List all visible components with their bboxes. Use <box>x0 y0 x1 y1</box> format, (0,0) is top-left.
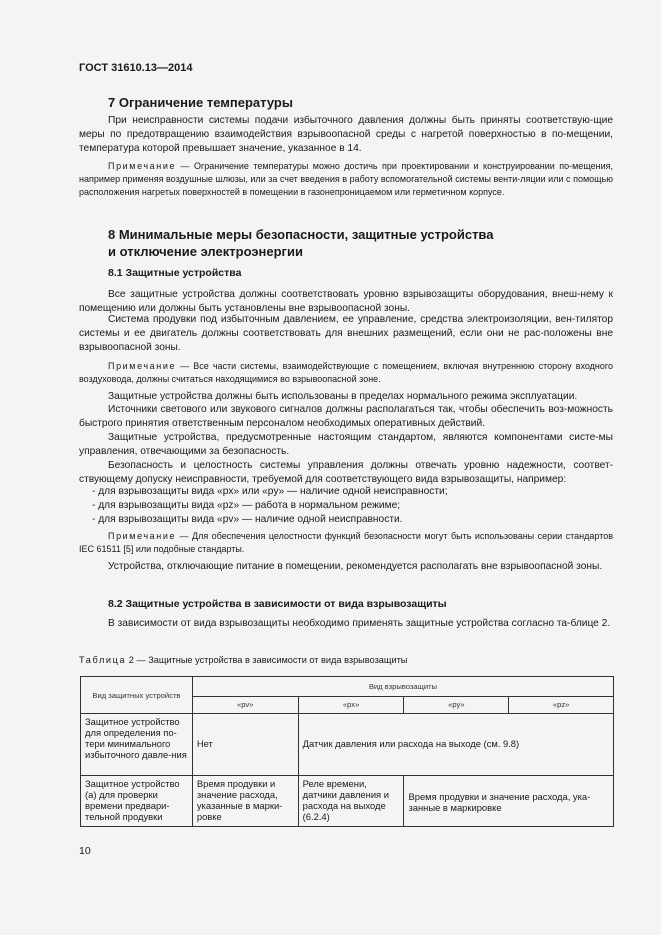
header-py: «py» <box>404 696 509 713</box>
list-item: - для взрывозащиты вида «pv» — наличие одной неисправности. <box>92 514 403 525</box>
header-px: «px» <box>298 696 404 713</box>
note-label: Примечание <box>108 531 177 541</box>
paragraph-8-1-a <box>79 288 613 316</box>
section-8-title-line2: и отключение электроэнергии <box>108 244 303 259</box>
note-label: Примечание <box>108 161 177 171</box>
section-8-title-line1: 8 Минимальные меры безопасности, защитные устройства <box>108 227 494 242</box>
paragraph-8-1-c <box>79 390 613 404</box>
paragraph-8-1-b <box>79 313 613 355</box>
list-item: - для взрывозащиты вида «px» или «py» — наличие одной неисправности; <box>92 486 448 497</box>
cell-other-types: Датчик давления или расхода на выходе (см. 9.8) <box>298 714 613 776</box>
header-protection-type: Вид взрывозащиты <box>192 677 613 697</box>
paragraph-text: Защитные устройства должны быть использованы в пределах нормального режима эксплуатации. <box>108 391 578 402</box>
paragraph-text: Система продувки под избыточным давлением, ее управление, средства электроизоляции, вен-тилятор системы и ее двигатель должны соответствовать для внешних размещений, если они не рас-положены вне взрывоопасной зоны. <box>79 314 613 353</box>
table-caption-label: Таблица <box>79 655 127 665</box>
protective-devices-table <box>80 676 614 827</box>
section-7-note <box>79 160 613 199</box>
note-text: — Все части системы, взаимодействующие с помещением, включая внутреннюю сторону входного воздуховода, должны считаться находящимися во взрывоопасной зоне. <box>79 361 613 384</box>
header-pz: «pz» <box>509 696 614 713</box>
note-label: Примечание <box>108 361 177 371</box>
paragraph-text: Источники светового или звукового сигналов должны располагаться так, чтобы обеспечить воз-можность быстрого принятия ответственным персоналом необходимых оперативных действий. <box>79 404 613 429</box>
paragraph-8-2 <box>79 617 613 631</box>
paragraph-8-1-f <box>79 459 613 487</box>
section-7-paragraph <box>79 114 613 156</box>
note-text: — Ограничение температуры можно достичь при проектировании и конструировании по-мещения, например применяя воздушные шлюзы, или за счет введения в работу вспомогательной системы венти-ляции или с помощью расположения нагретых поверхностей в помещении в газонепроницаемом или герметичном корпусе. <box>79 161 613 197</box>
subsection-8-2-title: 8.2 Защитные устройства в зависимости от вида взрывозащиты <box>108 598 447 610</box>
list-item: - для взрывозащиты вида «pz» — работа в нормальном режиме; <box>92 500 401 511</box>
section-7-title: 7 Ограничение температуры <box>108 95 293 110</box>
section-8-title <box>108 226 493 260</box>
paragraph-text: Все защитные устройства должны соответствовать уровню взрывозащиты оборудования, внеш-нему к помещению или должны быть установлены вне взрывоопасной зоны. <box>79 289 613 314</box>
section-8-note-1 <box>79 360 613 386</box>
cell-py-pz: Время продувки и значение расхода, ука-занные в маркировке <box>404 776 614 827</box>
paragraph-text: Устройства, отключающие питание в помещении, рекомендуется располагать вне взрывоопасной зоны. <box>108 561 603 572</box>
paragraph-text: Безопасность и целостность системы управления должны отвечать уровню надежности, соответ-ствующему допуску неисправности, требуемой для соответствующего вида взрывозащиты, например: <box>79 460 613 485</box>
section-7-paragraph-text: При неисправности системы подачи избыточного давления должны быть приняты соответствую-щие меры по предотвращению взаимодействия взрывоопасной среды с нагретой поверхностью в по-мещении, температура которой превышает значение, указанное в 14. <box>79 115 613 154</box>
header-pv: «pv» <box>192 696 298 713</box>
cell-pv: Время продувки и значение расхода, указанные в марки-ровке <box>192 776 298 827</box>
paragraph-text: В зависимости от вида взрывозащиты необходимо применять защитные устройства согласно та-блице 2. <box>108 618 611 629</box>
cell-pv: Нет <box>192 714 298 776</box>
cell-device: Защитное устройство (а) для проверки времени предвари-тельной продувки <box>81 776 193 827</box>
standard-header: ГОСТ 31610.13—2014 <box>79 62 193 74</box>
page-number: 10 <box>79 845 91 857</box>
section-8-note-2 <box>79 530 613 556</box>
cell-device: Защитное устройство для определения по-тери минимального избыточного давле-ния <box>81 714 193 776</box>
paragraph-8-1-e <box>79 431 613 459</box>
subsection-8-1-title: 8.1 Защитные устройства <box>108 267 242 279</box>
paragraph-8-1-g <box>79 560 613 574</box>
table-row <box>81 714 614 776</box>
header-device-type: Вид защитных устройств <box>81 677 193 714</box>
cell-px: Реле времени, датчики давления и расхода на выходе (6.2.4) <box>298 776 404 827</box>
note-text: — Для обеспечения целостности функций безопасности могут быть использованы серии стандартов IEC 61511 [5] или подобные стандарты. <box>79 531 613 554</box>
paragraph-8-1-d <box>79 403 613 431</box>
table-row <box>81 776 614 827</box>
table-header-row <box>81 677 614 697</box>
table-caption-text: 2 — Защитные устройства в зависимости от вида взрывозащиты <box>126 655 408 665</box>
table-caption <box>79 655 407 665</box>
paragraph-text: Защитные устройства, предусмотренные настоящим стандартом, являются компонентами систе-мы управления, отвечающими за безопасность. <box>79 432 613 457</box>
